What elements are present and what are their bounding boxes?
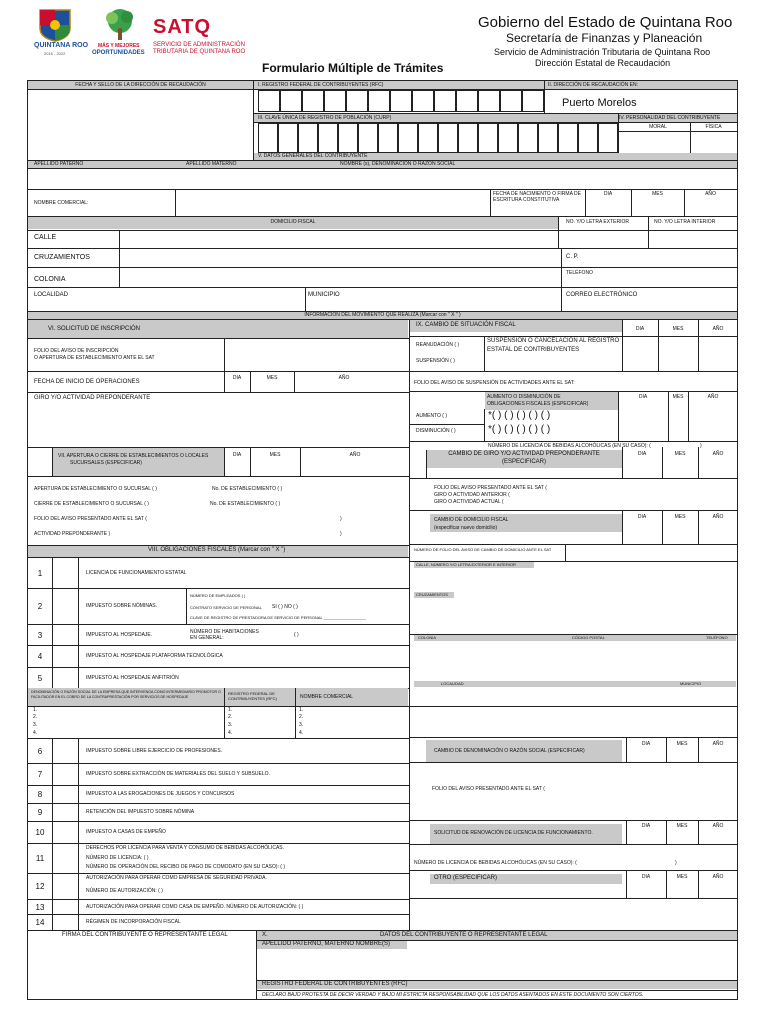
servicio-title: Servicio de Administración Tributaria de Quintana Roo	[494, 47, 711, 57]
curp-cell[interactable]	[578, 123, 598, 153]
apertura-cierre-title-2: SUCURSALES (ESPECIFICAR)	[70, 460, 142, 466]
rfc-representante-label: REGISTRO FEDERAL DE CONTRIBUYENTES (RFC)	[262, 981, 408, 987]
folio-inscripcion-label-1: FOLIO DEL AVISO DE INSCRIPCIÓN	[34, 348, 119, 354]
rfc-cell[interactable]	[412, 90, 434, 112]
renovacion-licencia-title: SOLICITUD DE RENOVACIÓN DE LICENCIA DE FUNCIONAMIENTO.	[434, 830, 593, 836]
rfc-cell[interactable]	[280, 90, 302, 112]
obligacion-label: IMPUESTO A CASAS DE EMPEÑO	[86, 829, 166, 835]
satq-logo	[153, 16, 263, 56]
movimiento-title: INFORMACIÓN DEL MOVIMIENTO QUE REALIZA (Marcar con " X " )	[304, 312, 461, 318]
ob12-num-autorizacion[interactable]: NÚMERO DE AUTORIZACIÓN: ( )	[86, 888, 163, 894]
obligacion-number: 7	[37, 770, 43, 779]
colonia-input[interactable]	[120, 268, 560, 287]
num-habitaciones-2: EN GENERAL:	[190, 635, 224, 641]
ix-mes: MES	[672, 326, 684, 332]
cambio-giro-mes: MES	[674, 451, 686, 457]
curp-cell[interactable]	[518, 123, 538, 153]
secretaria-title: Secretaría de Finanzas y Planeación	[506, 31, 703, 45]
obligacion-checkbox[interactable]	[52, 873, 79, 900]
renovacion-num-licencia[interactable]: NÚMERO DE LICENCIA DE BEBIDAS ALCOHÓLICAS (EN SU CASO): (	[414, 860, 577, 866]
aumento-obligaciones-selector[interactable]: *( ) ( ) ( ) ( ) ( )	[488, 410, 551, 421]
cambio-denom-dia: DIA	[641, 741, 651, 747]
logo-qroo-text: QUINTANA ROO	[34, 42, 89, 49]
intermediario-nombre-1[interactable]: 1.	[299, 707, 304, 713]
curp-cell[interactable]	[558, 123, 578, 153]
colonia-label: COLONIA	[34, 276, 66, 283]
obligacion-number: 8	[37, 790, 43, 799]
datos-representante-title: DATOS DEL CONTRIBUYENTE O REPRESENTANTE LEGAL	[380, 932, 548, 938]
cambio-situacion-title: IX. CAMBIO DE SITUACIÓN FISCAL	[416, 322, 516, 328]
obligacion-number: 6	[37, 746, 43, 756]
giro-input[interactable]	[28, 403, 408, 447]
aumento-dia: DIA	[638, 394, 648, 400]
curp-cell[interactable]	[418, 123, 438, 153]
moral-label: MORAL	[649, 124, 667, 130]
obligacion-checkbox[interactable]	[52, 785, 79, 804]
fecha-inicio-mes: MES	[266, 375, 278, 381]
obligacion-label: AUTORIZACIÓN PARA OPERAR COMO EMPRESA DE SEGURIDAD PRIVADA.	[86, 875, 267, 881]
calle-input[interactable]	[120, 231, 556, 249]
obligacion-label: IMPUESTO AL HOSPEDAJE ANFITRIÓN	[86, 674, 179, 681]
dir-recaudacion-label: II. DIRECCIÓN DE RECAUDACIÓN EN:	[548, 82, 639, 88]
curp-cell[interactable]	[538, 123, 558, 153]
nombre-comercial-intermediario-label: NOMBRE COMERCIAL	[300, 694, 354, 700]
curp-cell[interactable]	[498, 123, 518, 153]
obligacion-number: 10	[35, 828, 45, 837]
rfc-section-label: I. REGISTRO FEDERAL DE CONTRIBUYENTES (RFC)	[258, 82, 384, 88]
nombres-label: NOMBRE (s), DENOMINACIÓN O RAZÓN SOCIAL	[340, 161, 456, 167]
curp-cell[interactable]	[598, 123, 618, 153]
aumento-option[interactable]: AUMENTO ( )	[416, 413, 448, 419]
ob11-num-licencia[interactable]: NÚMERO DE LICENCIA: ( )	[86, 855, 149, 861]
cambio-dom-mes: MES	[674, 514, 686, 520]
no-establecimiento-1[interactable]: No. DE ESTABLECIMIENTO ( )	[212, 486, 283, 492]
logo-qroo-subtext: 2016 - 2022	[44, 51, 66, 56]
rfc-cell[interactable]	[368, 90, 390, 112]
cierre-establecimiento[interactable]: CIERRE DE ESTABLECIMIENTO O SUCURSAL ( )	[34, 501, 149, 507]
satq-subtitle-2: TRIBUTARIA DE QUINTANA ROO	[153, 49, 246, 55]
calle-label: CALLE	[34, 234, 57, 241]
suspension-title-1: SUSPENSIÓN O CANCELACIÓN AL REGISTRO	[487, 338, 620, 344]
cambio-giro-title-1: CAMBIO DE GIRO Y/O ACTIVIDAD PREPONDERANTE	[448, 451, 600, 457]
curp-label: III. CLAVE ÚNICA DE REGISTRO DE POBLACIÓN (CURP)	[258, 115, 392, 121]
no-establecimiento-2[interactable]: No. DE ESTABLECIMIENTO ( )	[210, 501, 281, 507]
obligacion-number: 3	[37, 630, 43, 640]
obligacion-label: IMPUESTO AL HOSPEDAJE.	[86, 631, 153, 638]
obligacion-checkbox[interactable]	[52, 763, 79, 786]
satq-subtitle-1: SERVICIO DE ADMINISTRACIÓN	[153, 42, 245, 48]
rfc-cell[interactable]	[258, 90, 280, 112]
num-empleados[interactable]: NÚMERO DE EMPLEADOS ( )	[190, 593, 246, 598]
solicitud-inscripcion-title: VI. SOLICITUD DE INSCRIPCIÓN	[48, 326, 141, 332]
curp-cell[interactable]	[278, 123, 298, 153]
apellido-nombre-input[interactable]	[257, 950, 737, 978]
nuevo-municipio-label: MUNICIPIO	[680, 681, 702, 686]
disminucion-option[interactable]: DISMINUCIÓN ( )	[416, 428, 456, 434]
rfc-cell[interactable]	[346, 90, 368, 112]
obligaciones-title: VIII. OBLIGACIONES FISCALES (Marcar con " X ")	[148, 547, 286, 553]
cp-label: C. P.	[566, 254, 579, 260]
municipio-label: MUNICIPIO	[308, 292, 340, 298]
obligacion-checkbox[interactable]	[52, 667, 79, 689]
folio-aviso-sat[interactable]: FOLIO DEL AVISO PRESENTADO ANTE EL SAT (	[34, 516, 147, 522]
x-number: X.	[262, 932, 268, 938]
firma-label: FIRMA DEL CONTRIBUYENTE O REPRESENTANTE LEGAL	[62, 932, 228, 938]
actividad-preponderante[interactable]: ACTIVIDAD PREPONDERANTE )	[34, 531, 111, 537]
obligacion-number: 4	[37, 652, 43, 661]
cambio-dom-anio: AÑO	[712, 514, 724, 520]
contrato-si-no[interactable]: SI ( ) NO ( )	[272, 604, 298, 610]
folio-suspension-label: FOLIO DEL AVISO DE SUSPENSIÓN DE ACTIVIDADES ANTE EL SAT:	[414, 380, 575, 386]
form-title: Formulario Múltiple de Trámites	[262, 61, 444, 75]
folio-inscripcion-input[interactable]	[225, 339, 408, 371]
cambio-denom-anio: AÑO	[712, 741, 724, 747]
rfc-cell[interactable]	[478, 90, 500, 112]
obligacion-label: RÉGIMEN DE INCORPORACIÓN FISCAL	[86, 919, 181, 925]
obligacion-checkbox[interactable]	[52, 899, 79, 915]
fisica-label: FÍSICA	[705, 124, 722, 130]
cambio-giro-dia: DIA	[637, 451, 647, 457]
otro-mes: MES	[676, 874, 688, 880]
personalidad-label: IV. PERSONALIDAD DEL CONTRIBUYENTE	[619, 115, 721, 121]
obligacion-checkbox[interactable]	[52, 557, 79, 589]
obligacion-number: 5	[37, 673, 43, 683]
fecha-inicio-dia: DIA	[232, 375, 242, 381]
aumento-anio: AÑO	[707, 394, 719, 400]
clave-registro-prestadora[interactable]: CLAVE DE REGISTRO DE PRESTADORA DE SERVICIO DE PERSONAL ___________________	[190, 615, 366, 620]
quintana-roo-logo	[34, 8, 89, 56]
obligacion-checkbox[interactable]	[52, 843, 79, 874]
obligacion-label: IMPUESTO SOBRE LIBRE EJERCICIO DE PROFESIONES.	[86, 747, 223, 754]
rfc-cell[interactable]	[324, 90, 346, 112]
intermediario-rfc-4[interactable]: 4.	[228, 730, 233, 736]
obligacion-label: IMPUESTO SOBRE EXTRACCIÓN DE MATERIALES DEL SUELO Y SUBSUELO.	[86, 771, 270, 777]
disminucion-obligaciones-selector[interactable]: *( ) ( ) ( ) ( ) ( )	[488, 424, 551, 435]
obligacion-label: IMPUESTO SOBRE NÓMINAS.	[86, 603, 158, 609]
fecha-nacimiento-label: FECHA DE NACIMIENTO O FIRMA DE ESCRITURA CONSTITUTIVA	[493, 191, 581, 203]
curp-cell[interactable]	[398, 123, 418, 153]
curp-cell[interactable]	[458, 123, 478, 153]
cambio-dom-dia: DIA	[637, 514, 647, 520]
curp-cell[interactable]	[438, 123, 458, 153]
nombre-input[interactable]	[28, 169, 737, 189]
tree-icon	[92, 8, 148, 42]
obligacion-label: LICENCIA DE FUNCIONAMIENTO ESTATAL	[86, 569, 187, 576]
cruzamientos-input[interactable]	[120, 249, 560, 267]
nuevo-calle-label: CALLE, NÚMERO Y/O LETRA EXTERIOR E INTERIOR	[416, 562, 516, 567]
obligacion-number: 11	[35, 854, 45, 863]
declaracion-text: DECLARO BAJO PROTESTA DE DECIR VERDAD Y BAJO MI ESTRICTA RESPONSABILIDAD QUE LOS DATOS ASENTADOS EN ESTE DOCUMENTO SON CIERTOS.	[262, 992, 644, 998]
folio-cambio-domicilio: NÚMERO DE FOLIO DEL AVISO DE CAMBIO DE DOMICILIO ANTE EL SAT	[414, 547, 552, 552]
curp-cell[interactable]	[378, 123, 398, 153]
obligacion-number: 13	[35, 902, 45, 912]
datos-generales-label: V. DATOS GENERALES DEL CONTRIBUYENTE	[258, 153, 368, 159]
obligacion-checkbox[interactable]	[52, 803, 79, 822]
intermediario-2[interactable]: 2.	[33, 714, 38, 720]
intermediario-rfc-1[interactable]: 1.	[228, 707, 233, 713]
intermediario-3[interactable]: 3.	[33, 722, 38, 728]
otro-dia: DIA	[641, 874, 651, 880]
no-interior-label: NO. Y/O LETRA INTERIOR	[654, 219, 716, 225]
apellido-nombre-label: APELLIDO PATERNO, MATERNO NOMBRE(S)	[262, 941, 391, 947]
curp-cell[interactable]	[258, 123, 278, 153]
rfc-cell[interactable]	[522, 90, 544, 112]
curp-cell[interactable]	[318, 123, 338, 153]
dir-recaudacion-value[interactable]: Puerto Morelos	[562, 97, 637, 109]
vii-mes: MES	[269, 452, 281, 458]
cambio-denom-folio[interactable]: FOLIO DEL AVISO PRESENTADO ANTE EL SAT (	[432, 786, 545, 792]
no-exterior-label: NO. Y/O LETRA EXTERIOR	[566, 219, 629, 225]
apertura-cierre-title-1: VII. APERTURA O CIERRE DE ESTABLECIMIENTOS O LOCALES	[58, 453, 209, 459]
vii-anio: AÑO	[349, 452, 361, 458]
ob11-num-recibo[interactable]: NÚMERO DE OPERACIÓN DEL RECIBO DE PAGO DE COMODATO (EN SU CASO): ( )	[86, 864, 286, 870]
fecha-nac-mes-label: MES	[652, 191, 663, 197]
obligacion-number: 9	[37, 808, 43, 817]
apellido-materno-label: APELLIDO MATERNO	[186, 161, 237, 167]
fecha-sello-label: FECHA Y SELLO DE LA DIRECCIÓN DE RECAUDACIÓN	[75, 82, 206, 88]
fecha-nac-anio-label: AÑO	[705, 191, 716, 197]
vii-dia: DIA	[232, 452, 242, 458]
intermediario-1[interactable]: 1.	[33, 707, 38, 713]
obligacion-checkbox[interactable]	[52, 821, 79, 844]
obligacion-label: RETENCIÓN DEL IMPUESTO SOBRE NÓMINA	[86, 809, 195, 815]
giro-actual[interactable]: GIRO O ACTIVIDAD ACTUAL (	[434, 499, 504, 505]
cambio-domicilio-title-1: CAMBIO DE DOMICILIO FISCAL	[434, 517, 509, 523]
ix-dia: DIA	[635, 326, 645, 332]
intermediario-rfc-2[interactable]: 2.	[228, 714, 233, 720]
intermediario-nombre-4[interactable]: 4.	[299, 730, 304, 736]
nuevo-localidad-label: LOCALIDAD	[441, 681, 464, 686]
nombre-comercial-label: NOMBRE COMERCIAL:	[34, 200, 89, 206]
intermediario-nombre-3[interactable]: 3.	[299, 722, 304, 728]
direccion-title: Dirección Estatal de Recaudación	[535, 58, 671, 68]
cambio-giro-folio[interactable]: FOLIO DEL AVISO PRESENTADO ANTE EL SAT (	[434, 485, 547, 491]
otro-title: OTRO (ESPECIFICAR)	[434, 875, 498, 881]
intermediario-rfc-3[interactable]: 3.	[228, 722, 233, 728]
obligacion-number: 2	[37, 602, 43, 611]
rfc-cell[interactable]	[390, 90, 412, 112]
intermediario-4[interactable]: 4.	[33, 730, 38, 736]
obligacion-number: 1	[37, 568, 43, 578]
curp-cell[interactable]	[298, 123, 318, 153]
mas-oportunidades-logo	[92, 8, 148, 60]
rfc-cell[interactable]	[456, 90, 478, 112]
curp-cell[interactable]	[338, 123, 358, 153]
obligacion-number: 12	[35, 882, 45, 891]
ix-anio: AÑO	[712, 326, 724, 332]
cambio-domicilio-title-2: (especificar nuevo domicilio)	[434, 525, 498, 531]
num-licencia-bebidas[interactable]: NÚMERO DE LICENCIA DE BEBIDAS ALCOHÓLICAS (EN SU CASO): (	[488, 443, 651, 449]
cambio-denominacion-title: CAMBIO DE DENOMINACIÓN O RAZÓN SOCIAL (ESPECIFICAR)	[434, 748, 585, 754]
obligacion-label: IMPUESTO A LAS EROGACIONES DE JUEGOS Y CONCURSOS	[86, 791, 235, 797]
denominacion-intermediario-label: DENOMINACIÓN O RAZÓN SOCIAL DE LA EMPRESA QUE INTERVENGA COMO INTERMEDIARIO PROMOTOR O FACILITADOR EN EL COBRO DE LA CONTRAPRESTACIÓN POR SERVICIOS DE HOSPEDAJE	[31, 690, 221, 699]
giro-label: GIRO Y/O ACTIVIDAD PREPONDERANTE	[34, 395, 151, 401]
suspension-option[interactable]: SUSPENSIÓN ( )	[416, 358, 455, 364]
reanudacion-option[interactable]: REANUDACIÓN ( )	[416, 342, 460, 348]
shield-emblem-icon	[36, 8, 74, 42]
apellido-paterno-label: APELLIDO PATERNO	[34, 161, 84, 167]
obligacion-checkbox[interactable]	[52, 588, 79, 625]
fecha-nac-dia-label: DIA	[603, 191, 613, 197]
folio-inscripcion-label-2: O APERTURA DE ESTABLECIMIENTO ANTE EL SAT	[34, 355, 155, 361]
rfc-cell[interactable]	[302, 90, 324, 112]
num-habitaciones-input[interactable]: ( )	[294, 632, 299, 638]
num-habitaciones-1: NÚMERO DE HABITACIONES	[190, 629, 259, 635]
curp-cell[interactable]	[358, 123, 378, 153]
nuevo-colonia-label: COLONIA	[418, 635, 437, 640]
domicilio-fiscal-title: DOMICILIO FISCAL	[270, 219, 316, 225]
government-title: Gobierno del Estado de Quintana Roo	[478, 14, 733, 31]
cambio-denom-mes: MES	[676, 741, 688, 747]
obligacion-label: AUTORIZACIÓN PARA OPERAR COMO CASA DE EMPEÑO. NÚMERO DE AUTORIZACIÓN: ( )	[86, 903, 304, 910]
rfc-intermediario-label: REGISTRO FEDERAL DE CONTRIBUYENTES (RFC)	[228, 691, 277, 701]
cruzamientos-label: CRUZAMIENTOS	[34, 254, 90, 261]
aumento-title-1: AUMENTO O DISMINUCIÓN DE	[487, 394, 561, 400]
cambio-giro-anio: AÑO	[712, 451, 724, 457]
obligacion-checkbox[interactable]	[52, 645, 79, 668]
satq-wordmark: SATQ	[153, 16, 212, 38]
obligacion-checkbox[interactable]	[52, 738, 79, 764]
fecha-inicio-label: FECHA DE INICIO DE OPERACIONES	[34, 379, 140, 385]
obligacion-checkbox[interactable]	[52, 624, 79, 646]
giro-anterior[interactable]: GIRO O ACTIVIDAD ANTERIOR (	[434, 492, 510, 498]
suspension-title-2: ESTATAL DE CONTRIBUYENTES	[487, 347, 580, 353]
apertura-establecimiento[interactable]: APERTURA DE ESTABLECIMIENTO O SUCURSAL ( )	[34, 486, 157, 492]
actividad-close: )	[340, 531, 342, 537]
otro-anio: AÑO	[712, 874, 724, 880]
num-licencia-bebidas-close: )	[700, 443, 702, 449]
curp-cell[interactable]	[478, 123, 498, 153]
aumento-mes: MES	[672, 394, 684, 400]
localidad-label: LOCALIDAD	[34, 292, 69, 298]
obligacion-label: DERECHOS POR LICENCIA PARA VENTA Y CONSUMO DE BEBIDAS ALCOHÓLICAS.	[86, 845, 285, 851]
nuevo-cruzamientos-label: CRUZAMIENTOS	[416, 592, 448, 597]
renovacion-dia: DIA	[641, 823, 651, 829]
nombre-comercial-input[interactable]	[176, 190, 490, 216]
renovacion-mes: MES	[676, 823, 688, 829]
nuevo-telefono-label: TELÉFONO	[706, 635, 728, 640]
intermediario-nombre-2[interactable]: 2.	[299, 714, 304, 720]
obligacion-number: 14	[35, 918, 45, 927]
obligacion-label: IMPUESTO AL HOSPEDAJE PLATAFORMA TECNOLÓGICA	[86, 653, 223, 659]
fecha-inicio-anio: AÑO	[338, 375, 350, 381]
logo-mas-text: MÁS Y MEJORES	[98, 43, 140, 49]
obligacion-checkbox[interactable]	[52, 914, 79, 931]
renovacion-anio: AÑO	[712, 823, 724, 829]
rfc-cell[interactable]	[434, 90, 456, 112]
aumento-title-2: OBLIGACIONES FISCALES (ESPECIFICAR)	[487, 401, 589, 407]
telefono-label: TELÉFONO	[566, 270, 593, 276]
folio-aviso-close: )	[340, 516, 342, 522]
renovacion-num-licencia-close: )	[675, 860, 677, 866]
contrato-servicio: CONTRATO SERVICIO DE PERSONAL	[190, 605, 262, 610]
logo-oportunidades-text: OPORTUNIDADES	[92, 50, 145, 56]
cambio-giro-title-2: (ESPECIFICAR)	[501, 459, 546, 465]
nuevo-cp-label: CÓDIGO POSTAL	[572, 635, 605, 640]
firma-area[interactable]	[28, 940, 256, 998]
rfc-cell[interactable]	[500, 90, 522, 112]
correo-label: CORREO ELECTRÓNICO	[566, 292, 638, 298]
